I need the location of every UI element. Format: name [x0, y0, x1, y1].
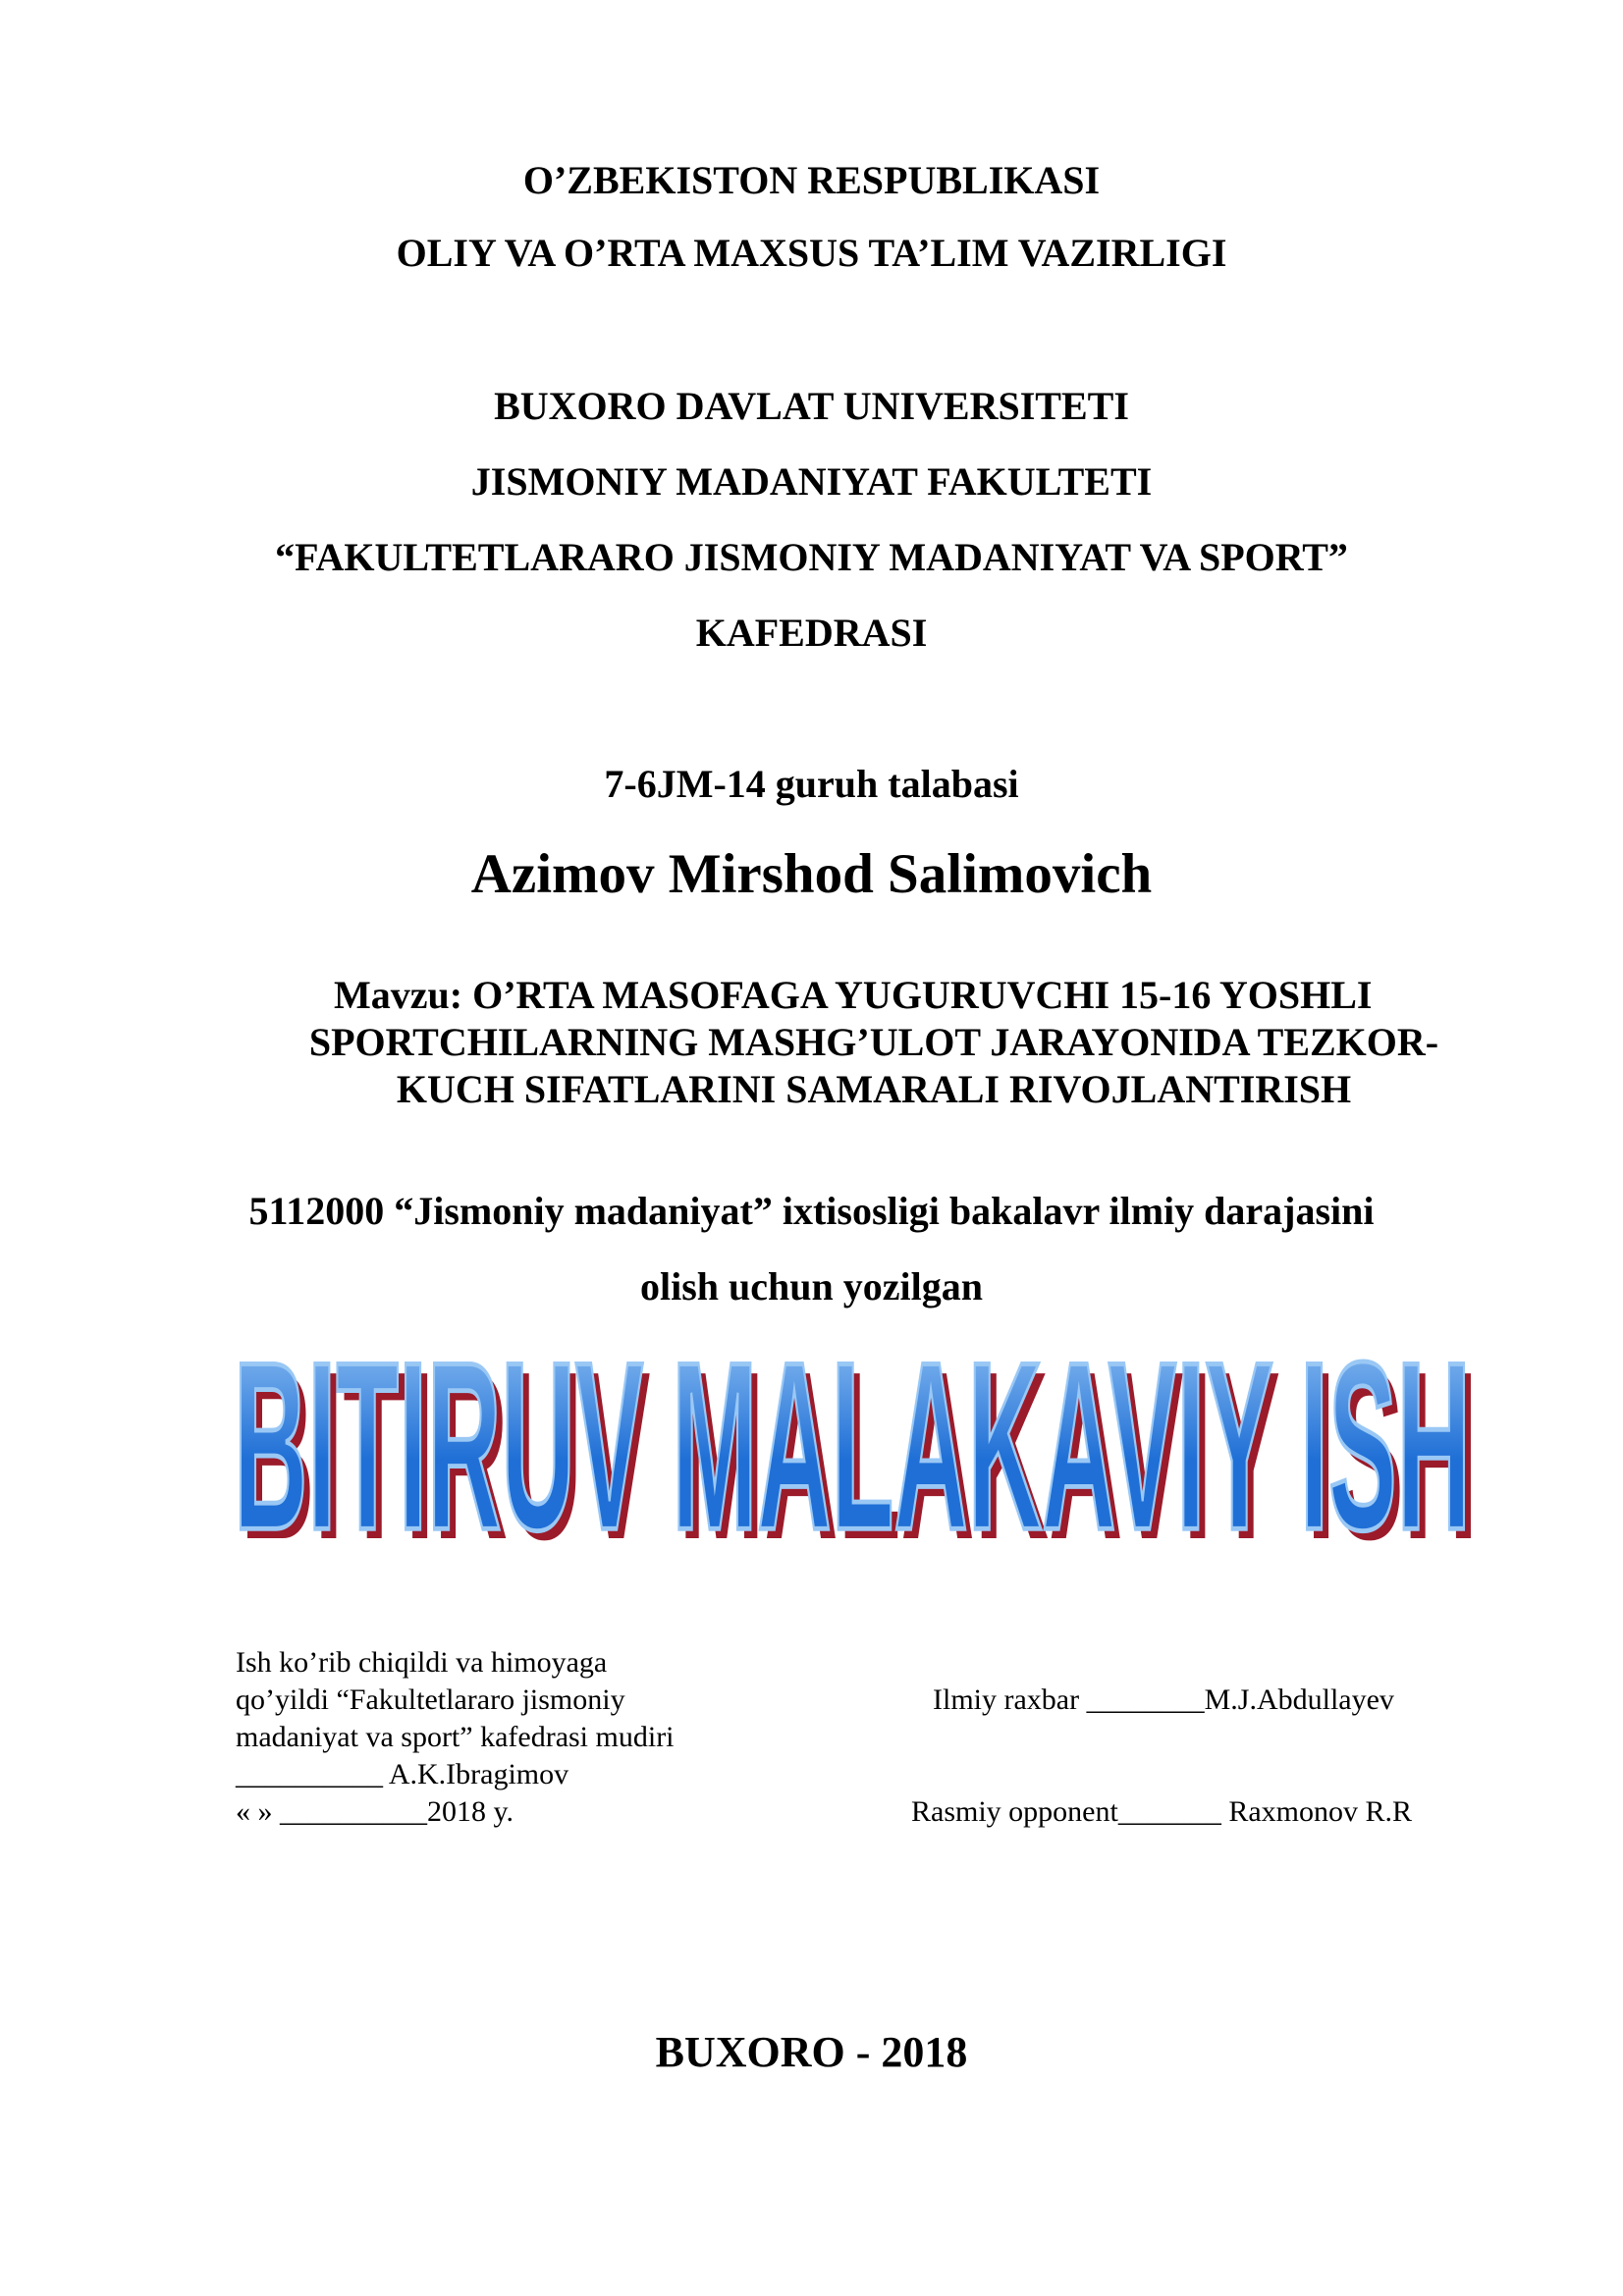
student-name: Azimov Mirshod Salimovich: [470, 843, 1153, 905]
degree-line2: olish uchun yozilgan: [639, 1264, 983, 1308]
approval-line4: __________ A.K.Ibragimov: [236, 1758, 569, 1790]
header-republic: O’ZBEKISTON RESPUBLIKASI: [522, 158, 1101, 202]
supervisor-line: Ilmiy raxbar ________M.J.Abdullayev: [933, 1683, 1394, 1716]
degree-line1: 5112000 “Jismoniy madaniyat” ixtisosligi bakalavr ilmiy darajasini: [248, 1189, 1375, 1233]
approval-line5: « » __________2018 y.: [236, 1795, 514, 1828]
header-ministry: OLIY VA O’RTA MAXSUS TA’LIM VAZIRLIGI: [396, 231, 1227, 275]
approval-line3: madaniyat va sport” kafedrasi mudiri: [236, 1721, 675, 1753]
header-department-line1: “FAKULTETLARARO JISMONIY MADANIYAT VA SPORT”: [275, 535, 1348, 579]
topic-line1: Mavzu: O’RTA MASOFAGA YUGURUVCHI 15-16 YOSHLI: [334, 973, 1373, 1017]
topic-block: [226, 972, 1522, 1113]
topic-line2: SPORTCHILARNING MASHG’ULOT JARAYONIDA TEZKOR-: [308, 1020, 1439, 1064]
approval-line2: qo’yildi “Fakultetlararo jismoniy: [236, 1683, 625, 1716]
banner-shadow: BITIRUV MALAKAVIY ISH: [241, 1322, 1479, 1556]
footer-city-year: BUXORO - 2018: [655, 2028, 968, 2076]
approval-line1: Ish ko’rib chiqildi va himoyaga: [236, 1646, 608, 1679]
header-faculty: JISMONIY MADANIYAT FAKULTETI: [470, 459, 1153, 504]
banner-wordart: [226, 1320, 1483, 1556]
topic-line3: KUCH SIFATLARINI SAMARALI RIVOJLANTIRISH: [396, 1067, 1352, 1111]
header-department-line2: KAFEDRASI: [695, 611, 928, 655]
opponent-line: Rasmiy opponent_______ Raxmonov R.R: [911, 1795, 1412, 1828]
student-group: 7-6JM-14 guruh talabasi: [604, 762, 1019, 806]
header-university: BUXORO DAVLAT UNIVERSITETI: [494, 384, 1129, 428]
banner-title: BITIRUV MALAKAVIY ISH: [234, 1320, 1472, 1556]
